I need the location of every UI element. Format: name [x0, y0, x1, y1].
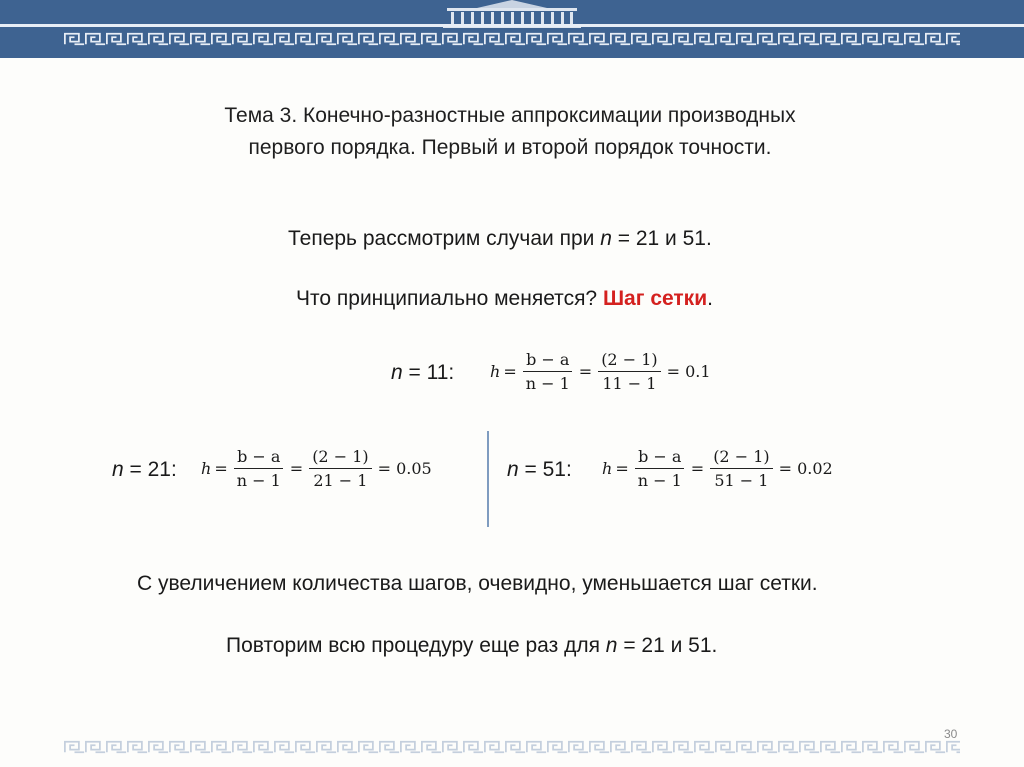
label-n11: n = 11: [391, 361, 455, 384]
formula-n21: h = $\frac{b - a}{n - 1}$ = $\frac{(2 - 1)}{21 - 1}$ = 0.05 [201, 447, 432, 490]
greek-key-border-bottom [0, 740, 1024, 754]
page-number: 30 [944, 727, 958, 741]
label-n21: n = 21: [112, 458, 177, 481]
label-n51: n = 51: [507, 458, 572, 481]
question-text: Что принципиально меняется? Шаг сетки. [296, 287, 713, 310]
formula-n11: h = $\frac{b - a}{n - 1}$ = $\frac{(2 - 1)}{11 - 1}$ = 0.1 [490, 350, 711, 393]
greek-key-border-top [0, 32, 1024, 46]
highlight-grid-step: Шаг сетки [602, 287, 708, 310]
vertical-divider [487, 431, 489, 527]
title-line-2: первого порядка. Первый и второй порядок точности. [248, 136, 772, 159]
intro-text: Теперь рассмотрим случаи при n = 21 и 51. [288, 227, 712, 250]
header-band [0, 0, 1024, 58]
formula-n51: h = $\frac{b - a}{n - 1}$ = $\frac{(2 - 1)}{51 - 1}$ = 0.02 [602, 447, 833, 490]
title-line-1: Тема 3. Конечно-разностные аппроксимации производных [224, 104, 796, 127]
repeat-text: Повторим всю процедуру еще раз для n = 21 и 51. [226, 634, 718, 657]
conclusion-text: С увеличением количества шагов, очевидно, уменьшается шаг сетки. [137, 572, 818, 595]
slide-title [160, 100, 860, 164]
